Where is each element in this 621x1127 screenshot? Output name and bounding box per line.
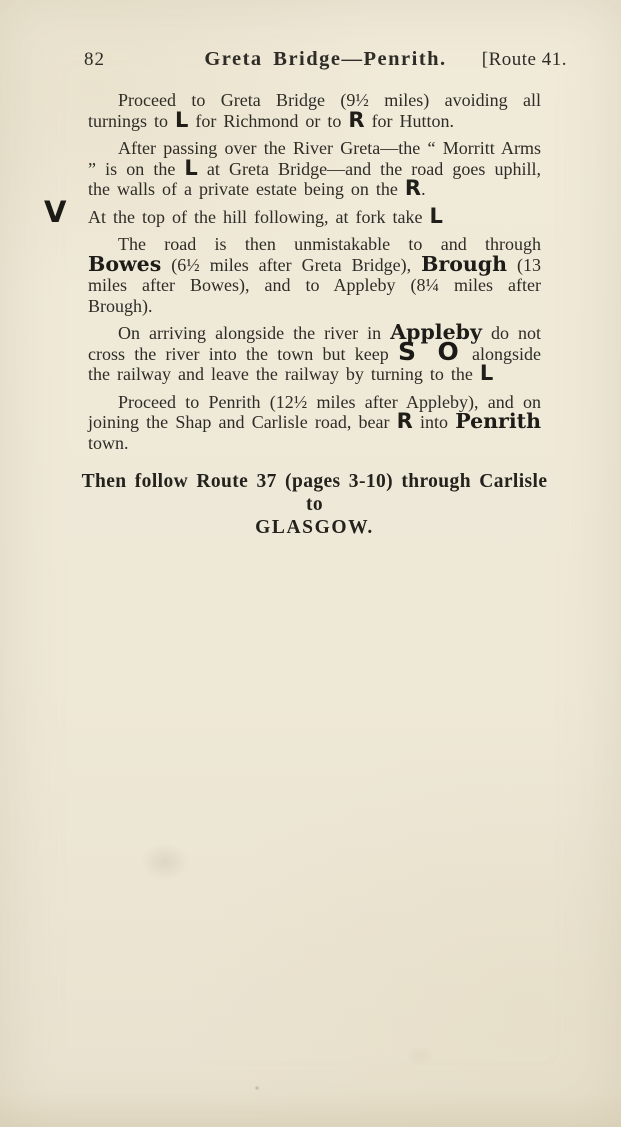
place-name: Brough xyxy=(421,251,508,276)
para-river-greta xyxy=(88,138,541,200)
footer-instruction xyxy=(78,470,551,539)
text-run: (6½ miles after Greta Bridge), xyxy=(161,254,422,275)
page-header xyxy=(0,48,621,71)
text-run: Proceed to Greta Bridge (9½ miles) avoiding all turnings to xyxy=(88,90,541,131)
text-run: Proceed to Penrith (12½ miles after Appleby), and on joining the Shap and Carlisle road, bear xyxy=(88,391,541,432)
body-paragraphs xyxy=(44,90,541,453)
text-run: After passing over the River Greta—the “ Morritt Arms ” is on the xyxy=(88,138,541,179)
direction-letter: R xyxy=(348,107,365,132)
place-name: Appleby xyxy=(390,320,482,344)
place-name: Penrith xyxy=(455,409,541,433)
direction-letter: R xyxy=(404,176,422,200)
direction-letter: R xyxy=(396,409,413,433)
text-run: . xyxy=(421,179,426,199)
text-run: (13 miles after Bowes), and to Appleby (8¼ miles after Brough). xyxy=(88,254,541,316)
direction-letter: L xyxy=(175,107,189,132)
scanned-book-page xyxy=(0,0,621,539)
direction-letter: L xyxy=(479,361,494,385)
para-greta-bridge xyxy=(88,90,541,131)
direction-letter: L xyxy=(184,155,198,180)
footer-line-2: GLASGOW. xyxy=(255,517,374,538)
para-bowes-brough xyxy=(88,234,541,316)
direction-letter: L xyxy=(429,203,443,228)
text-run: town. xyxy=(88,432,129,453)
margin-mark-v: V xyxy=(44,194,67,229)
text-run: At the top of the hill following, at fork take xyxy=(88,206,430,227)
text-run: at Greta Bridge—and the road goes uphill, the walls of a private estate being on the xyxy=(88,158,541,199)
para-penrith xyxy=(88,392,541,454)
para-fork xyxy=(44,194,541,229)
page-number: 82 xyxy=(84,49,105,70)
text-run: for Hutton. xyxy=(364,110,455,131)
para-appleby xyxy=(88,320,541,385)
text-run: into xyxy=(412,412,456,432)
text-run: On arriving alongside the river in xyxy=(118,323,391,343)
text-run: The road is then unmistakable to and through xyxy=(118,234,541,254)
place-name: Bowes xyxy=(88,251,162,276)
text-run: for Richmond or to xyxy=(188,110,349,131)
route-label: [Route 41. xyxy=(481,49,567,70)
text-run: alongside the railway and leave the railway by turning to the xyxy=(88,343,541,384)
text-run: do not cross the river into the town but keep xyxy=(88,323,541,364)
straight-on-letters: S O xyxy=(398,336,463,366)
footer-line-1: Then follow Route 37 (pages 3-10) through Carlisle to xyxy=(81,471,548,515)
running-title: Greta Bridge—Penrith. xyxy=(204,48,447,70)
